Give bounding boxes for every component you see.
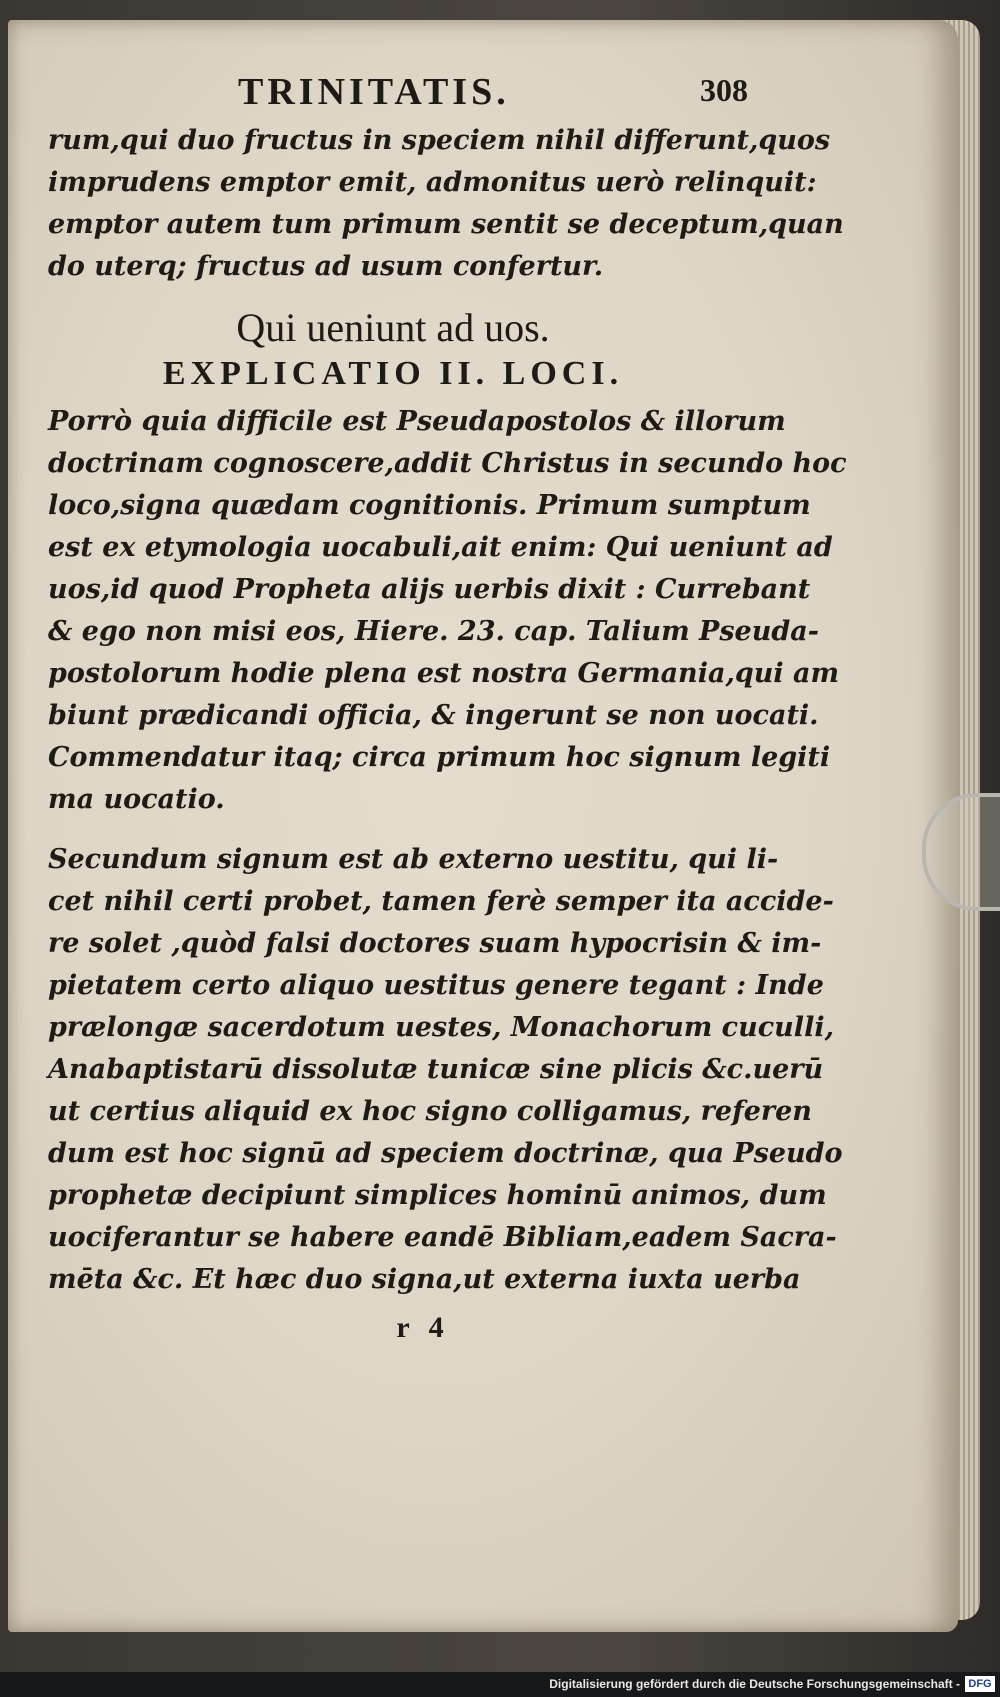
text-line: do uterq; fructus ad usum confertur.	[48, 251, 604, 282]
text-line: re solet ,quòd falsi doctores suam hypocrisin & im-	[48, 928, 822, 959]
text-line: postolorum hodie plena est nostra Germania,qui am	[48, 658, 840, 689]
text-line: imprudens emptor emit, admonitus uerò relinquit:	[48, 167, 817, 198]
signature-mark: r 4	[396, 1311, 450, 1344]
text-line: biunt prædicandi officia, & ingerunt se non uocati.	[48, 700, 819, 731]
text-line: Secundum signum est ab externo uestitu, qui li-	[48, 844, 779, 875]
text-line: mēta &c. Et hæc duo signa,ut externa iuxta uerba	[48, 1264, 801, 1295]
text-line: & ego non misi eos, Hiere. 23. cap. Talium Pseuda-	[48, 616, 819, 647]
text-line: ut certius aliquid ex hoc signo colligamus, referen	[48, 1096, 812, 1127]
running-head	[48, 70, 748, 120]
text-line: uociferantur se habere eandē Bibliam,eadem Sacra-	[48, 1222, 837, 1253]
text-line: emptor autem tum primum sentit se deceptum,quan	[48, 209, 844, 240]
page-content	[48, 70, 847, 1345]
text-line: pietatem certo aliquo uestitus genere tegant : Inde	[48, 970, 824, 1001]
text-line: ma uocatio.	[48, 784, 225, 815]
text-line: uos,id quod Propheta alijs uerbis dixit : Currebant	[48, 574, 811, 605]
text-line: rum,qui duo fructus in speciem nihil differunt,quos	[48, 125, 831, 156]
running-head-title: TRINITATIS.	[238, 71, 510, 113]
text-line: cet nihil certi probet, tamen ferè semper ita accide-	[48, 886, 834, 917]
text-line: est ex etymologia uocabuli,ait enim: Qui ueniunt ad	[48, 532, 833, 563]
paragraph-continuation	[48, 120, 844, 288]
book-page	[8, 20, 958, 1632]
text-line: doctrinam cognoscere,addit Christus in secundo hoc	[48, 448, 847, 479]
text-line: Porrò quia difficile est Pseudapostolos & illorum	[48, 406, 786, 437]
text-line: Commendatur itaq; circa primum hoc signum legiti	[48, 742, 831, 773]
text-line: dum est hoc signū ad speciem doctrinæ, qua Pseudo	[48, 1138, 843, 1169]
text-line: loco,signa quædam cognitionis. Primum sumptum	[48, 490, 811, 521]
text-line: Anabaptistarū dissolutæ tunicæ sine plicis &c.uerū	[48, 1054, 824, 1085]
digitization-credit: Digitalisierung gefördert durch die Deutsche Forschungsgemeinschaft -	[549, 1677, 960, 1691]
section-heading: Qui ueniunt ad uos.	[236, 305, 550, 350]
paragraph-secundum-signum	[48, 839, 843, 1301]
dfg-logo: DFG	[965, 1676, 995, 1692]
text-line: prælongæ sacerdotum uestes, Monachorum cuculli,	[48, 1012, 834, 1043]
section-subheading: EXPLICATIO II. LOCI.	[162, 355, 624, 392]
paragraph-explicatio	[48, 401, 847, 821]
page-number: 308	[700, 72, 748, 108]
text-line: prophetæ decipiunt simplices hominū animos, dum	[48, 1180, 827, 1211]
